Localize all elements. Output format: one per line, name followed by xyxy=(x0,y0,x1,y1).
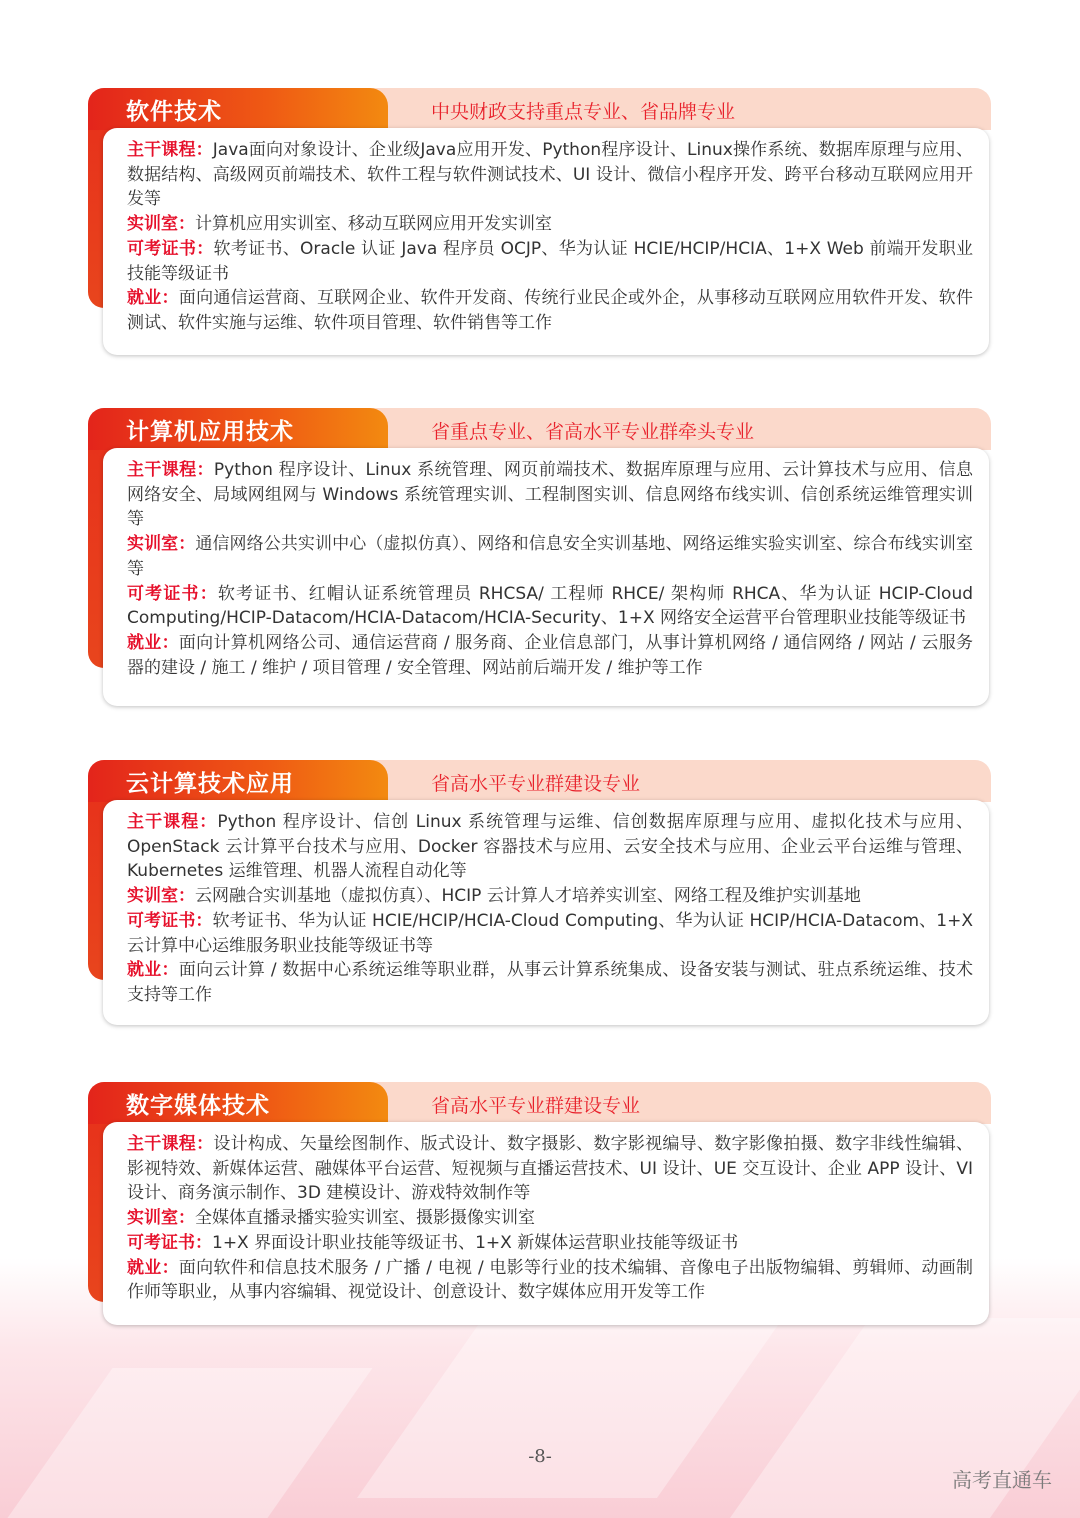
info-row xyxy=(127,958,973,1007)
info-row xyxy=(127,1256,973,1305)
info-row xyxy=(127,582,973,631)
row-text: 通信网络公共实训中心（虚拟仿真）、网络和信息安全实训基地、网络运维实验实训室、综合布线实训室等 xyxy=(127,534,974,579)
row-text: 软考证书、Oracle 认证 Java 程序员 OCJP、华为认证 HCIE/HCIP/HCIA、1+X Web 前端开发职业技能等级证书 xyxy=(127,238,973,284)
info-row xyxy=(127,458,973,532)
row-label: 主干课程： xyxy=(127,1134,214,1154)
info-row xyxy=(127,884,973,909)
major-tag: 省高水平专业群建设专业 xyxy=(431,773,641,795)
major-title: 数字媒体技术 xyxy=(126,1093,270,1119)
row-text: 面向计算机网络公司、通信运营商 / 服务商、企业信息部门，从事计算机网络 / 通信网络 / 网站 / 云服务器的建设 / 施工 / 维护 / 项目管理 / 安全管理、网站前后端开发 / 维护等工作 xyxy=(127,632,974,678)
row-label: 就业： xyxy=(127,288,179,309)
row-text: 软考证书、红帽认证系统管理员 RHCSA/ 工程师 RHCE/ 架构师 RHCA、华为认证 HCIP-Cloud Computing/HCIP-Datacom/HCIA-Datacom/HCIA-Security、1+X 网络安全运营平台管理职业技能等级证书 xyxy=(127,583,974,629)
row-text: Python 程序设计、信创 Linux 系统管理与运维、信创数据库原理与应用、虚拟化技术与应用、OpenStack 云计算平台技术与应用、Docker 容器技术与应用、云安全技术与应用、企业云平台运维与管理、Kubernetes 运维管理、机器人流程自动化等 xyxy=(127,812,973,882)
major-title: 软件技术 xyxy=(126,99,222,125)
row-label: 主干课程： xyxy=(127,140,213,160)
major-tag: 省重点专业、省高水平专业群牵头专业 xyxy=(431,421,755,443)
major-tag: 中央财政支持重点专业、省品牌专业 xyxy=(431,101,736,123)
row-text: 面向通信运营商、互联网企业、软件开发商、传统行业民企或外企，从事移动互联网应用软件开发、软件测试、软件实施与运维、软件项目管理、软件销售等工作 xyxy=(127,288,973,333)
row-label: 实训室： xyxy=(127,886,195,907)
row-text: Java面向对象设计、企业级Java应用开发、Python程序设计、Linux操作系统、数据库原理与应用、数据结构、高级网页前端技术、软件工程与软件测试技术、UI 设计、微信小程序开发、跨平台移动互联网应用开发等 xyxy=(127,140,974,210)
card-body xyxy=(103,448,989,706)
row-label: 可考证书： xyxy=(127,910,213,931)
row-text: 1+X 界面设计职业技能等级证书、1+X 新媒体运营职业技能等级证书 xyxy=(212,1232,739,1253)
info-row xyxy=(127,237,973,286)
row-text: 计算机应用实训室、移动互联网应用开发实训室 xyxy=(195,214,552,235)
major-tag: 省高水平专业群建设专业 xyxy=(431,1095,641,1117)
row-text: Python 程序设计、Linux 系统管理、网页前端技术、数据库原理与应用、云计算技术与应用、信息网络安全、局域网组网与 Windows 系统管理实训、工程制图实训、信息网络布线实训、信创系统运维管理实训等 xyxy=(127,460,973,530)
row-label: 可考证书： xyxy=(127,1232,212,1253)
row-label: 就业： xyxy=(127,960,179,981)
row-text: 云网融合实训基地（虚拟仿真）、HCIP 云计算人才培养实训室、网络工程及维护实训基地 xyxy=(195,886,861,907)
info-row xyxy=(127,810,973,884)
info-row xyxy=(127,1231,973,1256)
row-label: 主干课程： xyxy=(127,460,214,480)
major-title: 计算机应用技术 xyxy=(126,419,294,445)
row-label: 就业： xyxy=(127,632,179,653)
row-label: 可考证书： xyxy=(127,238,214,259)
info-row xyxy=(127,286,973,335)
info-row xyxy=(127,212,973,237)
row-text: 软考证书、华为认证 HCIE/HCIP/HCIA-Cloud Computing、华为认证 HCIP/HCIA-Datacom、1+X 云计算中心运维服务职业技能等级证书等 xyxy=(127,910,973,956)
card-body xyxy=(103,800,989,1025)
row-text: 面向软件和信息技术服务 / 广播 / 电视 / 电影等行业的技术编辑、音像电子出版物编辑、剪辑师、动画制作师等职业，从事内容编辑、视觉设计、创意设计、数字媒体应用开发等工作 xyxy=(127,1257,974,1303)
row-label: 就业： xyxy=(127,1257,179,1278)
info-row xyxy=(127,909,973,958)
row-text: 面向云计算 / 数据中心系统运维等职业群，从事云计算系统集成、设备安装与测试、驻点系统运维、技术支持等工作 xyxy=(127,960,973,1005)
row-label: 可考证书： xyxy=(127,583,218,604)
info-row xyxy=(127,532,973,581)
info-row xyxy=(127,1132,973,1206)
page-number: -8- xyxy=(528,1446,552,1467)
major-title: 云计算技术应用 xyxy=(126,771,294,797)
row-label: 主干课程： xyxy=(127,812,218,832)
watermark: 高考直通车 xyxy=(952,1468,1052,1492)
row-label: 实训室： xyxy=(127,1208,195,1229)
card-body xyxy=(103,128,989,355)
row-label: 实训室： xyxy=(127,214,195,235)
row-text: 全媒体直播录播实验实训室、摄影摄像实训室 xyxy=(195,1208,535,1229)
info-row xyxy=(127,631,973,680)
info-row xyxy=(127,1206,973,1231)
row-text: 设计构成、矢量绘图制作、版式设计、数字摄影、数字影视编导、数字影像拍摄、数字非线性编辑、影视特效、新媒体运营、融媒体平台运营、短视频与直播运营技术、UI 设计、UE 交互设计、企业 APP 设计、VI 设计、商务演示制作、3D 建模设计、游戏特效制作等 xyxy=(127,1134,974,1204)
info-row xyxy=(127,138,973,212)
card-body xyxy=(103,1122,989,1325)
row-label: 实训室： xyxy=(127,534,196,555)
